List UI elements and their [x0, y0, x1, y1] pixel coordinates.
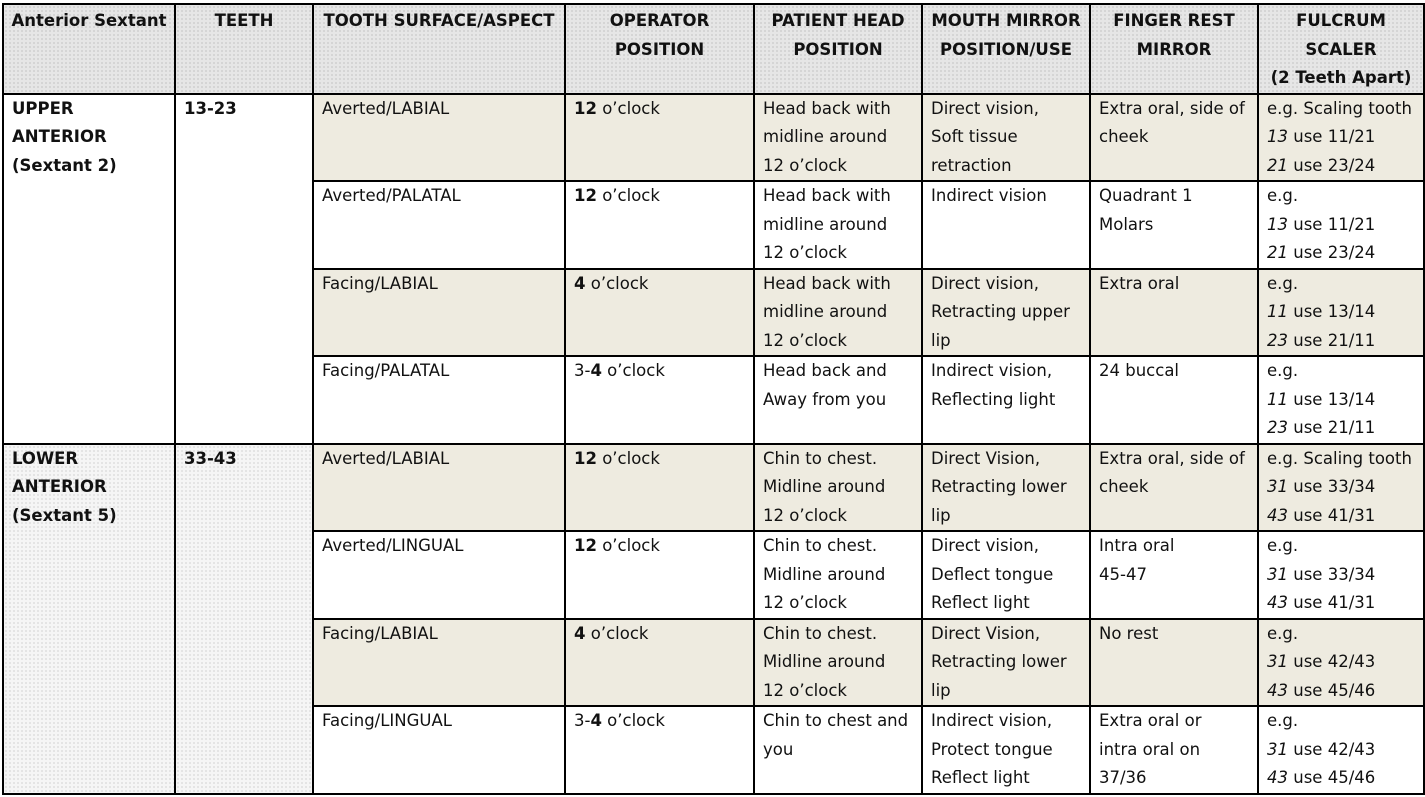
operator-position-hour: 12 — [574, 536, 597, 555]
fulcrum-use: use 11/21 — [1288, 214, 1376, 234]
patient-head-position-line: Head back with — [763, 98, 891, 118]
fulcrum-use: use 45/46 — [1288, 768, 1376, 787]
patient-head-position-line: 12 o’clock — [763, 330, 847, 350]
operator-position-suffix: o’clock — [596, 448, 660, 468]
header-text: MIRROR — [1136, 39, 1212, 59]
fulcrum-line — [1267, 764, 1423, 793]
finger-rest-line: intra oral on — [1099, 739, 1201, 759]
fulcrum-line — [1267, 648, 1423, 677]
patient-head-position-cell — [754, 94, 922, 182]
finger-rest-line: Extra oral, side of — [1099, 98, 1245, 118]
finger-rest-line: 37/36 — [1099, 768, 1147, 787]
mouth-mirror-line: lip — [931, 505, 951, 525]
patient-head-position-line: midline around — [763, 302, 888, 321]
fulcrum-line — [1267, 414, 1423, 443]
mouth-mirror-cell — [922, 531, 1090, 619]
tooth-surface-cell — [313, 181, 565, 269]
header-anterior-sextant — [3, 4, 175, 94]
header-text: (2 Teeth Apart) — [1270, 68, 1412, 87]
fulcrum-tooth: 31 — [1267, 477, 1288, 496]
finger-rest-cell — [1090, 356, 1258, 444]
patient-head-position-line: Away from you — [763, 389, 887, 409]
header-text: POSITION/USE — [940, 39, 1072, 59]
fulcrum-tooth: 23 — [1267, 418, 1288, 437]
fulcrum-tooth: 31 — [1267, 739, 1288, 759]
header-text: FINGER REST — [1113, 11, 1235, 30]
finger-rest-line: 24 buccal — [1099, 361, 1180, 380]
mouth-mirror-line: Direct vision, — [931, 98, 1039, 118]
operator-position-cell — [565, 619, 754, 707]
tooth-surface: Averted/LABIAL — [322, 448, 450, 468]
tooth-surface-cell — [313, 444, 565, 532]
fulcrum-cell — [1258, 619, 1424, 707]
mouth-mirror-line: Reflect light — [931, 593, 1030, 612]
fulcrum-line — [1267, 677, 1423, 706]
header-text: POSITION — [614, 39, 705, 59]
mouth-mirror-line: Deflect tongue — [931, 564, 1054, 584]
mouth-mirror-cell — [922, 619, 1090, 707]
fulcrum-use: use 45/46 — [1288, 680, 1376, 700]
fulcrum-line — [1267, 561, 1423, 590]
tooth-surface: Facing/PALATAL — [322, 361, 450, 380]
mouth-mirror-cell — [922, 706, 1090, 794]
finger-rest-cell — [1090, 181, 1258, 269]
sextant-name: (Sextant 2) — [12, 155, 117, 175]
finger-rest-line: cheek — [1099, 477, 1149, 496]
fulcrum-use: use 33/34 — [1288, 564, 1376, 584]
operator-position-hour: 4 — [590, 711, 602, 730]
sextant-name: ANTERIOR — [12, 477, 107, 496]
operator-position-suffix: o’clock — [596, 536, 660, 555]
header-fulcrum-scaler — [1258, 4, 1424, 94]
operator-position-suffix: o’clock — [585, 273, 649, 293]
fulcrum-use: use 11/21 — [1288, 127, 1376, 146]
mouth-mirror-line: Soft tissue — [931, 127, 1018, 146]
finger-rest-cell — [1090, 444, 1258, 532]
mouth-mirror-line: Retracting lower — [931, 477, 1067, 496]
fulcrum-use: use 23/24 — [1288, 155, 1376, 175]
fulcrum-line — [1267, 589, 1423, 618]
patient-head-position-line: Chin to chest. — [763, 623, 878, 643]
tooth-surface: Averted/LABIAL — [322, 98, 450, 118]
patient-head-position-line: 12 o’clock — [763, 680, 847, 700]
patient-head-position-line: Chin to chest. — [763, 448, 878, 468]
tooth-surface-cell — [313, 269, 565, 357]
fulcrum-use: use 42/43 — [1288, 739, 1376, 759]
operator-position-suffix: o’clock — [601, 361, 665, 380]
fulcrum-intro: e.g. — [1267, 623, 1299, 643]
finger-rest-line: cheek — [1099, 127, 1149, 146]
finger-rest-line: Molars — [1099, 214, 1154, 234]
mouth-mirror-cell — [922, 356, 1090, 444]
patient-head-position-line: Head back with — [763, 273, 891, 293]
header-text: FULCRUM — [1296, 11, 1386, 30]
finger-rest-line: No rest — [1099, 623, 1159, 643]
finger-rest-line: Extra oral — [1099, 273, 1180, 293]
fulcrum-use: use 13/14 — [1288, 302, 1376, 321]
finger-rest-cell — [1090, 269, 1258, 357]
patient-head-position-line: Head back and — [763, 361, 887, 380]
header-text: PATIENT HEAD — [771, 11, 905, 30]
operator-position-cell — [565, 269, 754, 357]
header-tooth-surface — [313, 4, 565, 94]
fulcrum-tooth: 21 — [1267, 155, 1288, 175]
sextant-name-cell — [3, 94, 175, 444]
finger-rest-line: Extra oral or — [1099, 711, 1202, 730]
mouth-mirror-line: Retracting upper — [931, 302, 1070, 321]
fulcrum-use: use 21/11 — [1288, 418, 1376, 437]
header-text: MOUTH MIRROR — [931, 11, 1081, 30]
finger-rest-cell — [1090, 531, 1258, 619]
operator-position-cell — [565, 94, 754, 182]
fulcrum-tooth: 43 — [1267, 680, 1288, 700]
sextant-name: LOWER — [12, 448, 79, 468]
patient-head-position-cell — [754, 531, 922, 619]
mouth-mirror-line: Direct Vision, — [931, 448, 1041, 468]
header-text: POSITION — [793, 39, 883, 59]
operator-position-hour: 12 — [574, 186, 597, 205]
mouth-mirror-line: Indirect vision, — [931, 361, 1053, 380]
patient-head-position-cell — [754, 444, 922, 532]
fulcrum-tooth: 11 — [1267, 389, 1288, 409]
fulcrum-cell — [1258, 531, 1424, 619]
tooth-surface: Averted/PALATAL — [322, 186, 461, 205]
operator-position-prefix: 3- — [574, 361, 591, 380]
finger-rest-cell — [1090, 619, 1258, 707]
operator-position-hour: 12 — [574, 448, 597, 468]
fulcrum-line — [1267, 327, 1423, 356]
fulcrum-tooth: 13 — [1267, 214, 1288, 234]
fulcrum-line — [1267, 211, 1423, 240]
finger-rest-cell — [1090, 706, 1258, 794]
fulcrum-line — [1267, 152, 1423, 181]
patient-head-position-cell — [754, 619, 922, 707]
patient-head-position-line: you — [763, 739, 794, 759]
patient-head-position-line: Midline around — [763, 477, 886, 496]
mouth-mirror-cell — [922, 269, 1090, 357]
header-text: TEETH — [214, 11, 274, 30]
fulcrum-cell — [1258, 706, 1424, 794]
finger-rest-line: Intra oral — [1099, 536, 1175, 555]
operator-position-hour: 4 — [574, 273, 586, 293]
fulcrum-intro: e.g. — [1267, 273, 1299, 293]
header-patient-head-position — [754, 4, 922, 94]
mouth-mirror-line: Indirect vision — [931, 186, 1047, 205]
patient-head-position-cell — [754, 706, 922, 794]
teeth-cell — [175, 444, 313, 794]
fulcrum-use: use 21/11 — [1288, 330, 1376, 350]
scaling-positions-table — [2, 3, 1425, 795]
tooth-surface-cell — [313, 619, 565, 707]
fulcrum-line — [1267, 123, 1423, 152]
sextant-name-cell — [3, 444, 175, 794]
finger-rest-line: Extra oral, side of — [1099, 448, 1245, 468]
patient-head-position-line: 12 o’clock — [763, 155, 847, 175]
fulcrum-intro: e.g. — [1267, 536, 1299, 555]
fulcrum-cell — [1258, 356, 1424, 444]
tooth-surface-cell — [313, 706, 565, 794]
patient-head-position-line: midline around — [763, 214, 888, 234]
sextant-name: ANTERIOR — [12, 127, 107, 146]
fulcrum-line — [1267, 239, 1423, 268]
operator-position-hour: 12 — [574, 98, 597, 118]
patient-head-position-cell — [754, 356, 922, 444]
patient-head-position-line: Midline around — [763, 564, 886, 584]
operator-position-cell — [565, 444, 754, 532]
fulcrum-line — [1267, 298, 1423, 327]
patient-head-position-line: Chin to chest and — [763, 711, 909, 730]
header-text: Anterior Sextant — [11, 11, 167, 30]
finger-rest-line: 45-47 — [1099, 564, 1147, 584]
fulcrum-tooth: 11 — [1267, 302, 1288, 321]
sextant-name: (Sextant 5) — [12, 505, 117, 525]
fulcrum-use: use 33/34 — [1288, 477, 1376, 496]
operator-position-cell — [565, 181, 754, 269]
fulcrum-use: use 41/31 — [1288, 593, 1376, 612]
patient-head-position-line: 12 o’clock — [763, 243, 847, 262]
mouth-mirror-line: Direct vision, — [931, 273, 1039, 293]
mouth-mirror-line: Direct vision, — [931, 536, 1039, 555]
patient-head-position-line: midline around — [763, 127, 888, 146]
tooth-surface: Facing/LABIAL — [322, 623, 438, 643]
mouth-mirror-line: Reflect light — [931, 768, 1030, 787]
header-text: TOOTH SURFACE/ASPECT — [323, 11, 555, 30]
table-row — [3, 94, 1424, 182]
fulcrum-intro: e.g. — [1267, 186, 1299, 205]
patient-head-position-line: Head back with — [763, 186, 891, 205]
header-text: SCALER — [1305, 39, 1377, 59]
fulcrum-tooth: 43 — [1267, 505, 1288, 525]
mouth-mirror-cell — [922, 94, 1090, 182]
finger-rest-line: Quadrant 1 — [1099, 186, 1193, 205]
fulcrum-tooth: 21 — [1267, 243, 1288, 262]
table-row — [3, 444, 1424, 532]
patient-head-position-line: 12 o’clock — [763, 593, 847, 612]
tooth-surface-cell — [313, 531, 565, 619]
operator-position-hour: 4 — [574, 623, 586, 643]
fulcrum-intro: e.g. — [1267, 711, 1299, 730]
operator-position-suffix: o’clock — [585, 623, 649, 643]
header-finger-rest — [1090, 4, 1258, 94]
sextant-name: UPPER — [12, 98, 74, 118]
fulcrum-tooth: 43 — [1267, 768, 1288, 787]
tooth-surface: Facing/LABIAL — [322, 273, 438, 293]
patient-head-position-cell — [754, 269, 922, 357]
fulcrum-tooth: 13 — [1267, 127, 1288, 146]
mouth-mirror-cell — [922, 181, 1090, 269]
mouth-mirror-line: Retracting lower — [931, 652, 1067, 671]
operator-position-cell — [565, 706, 754, 794]
mouth-mirror-line: Direct Vision, — [931, 623, 1041, 643]
patient-head-position-line: Chin to chest. — [763, 536, 878, 555]
fulcrum-tooth: 43 — [1267, 593, 1288, 612]
fulcrum-intro: e.g. Scaling tooth — [1267, 98, 1412, 118]
fulcrum-cell — [1258, 181, 1424, 269]
header-operator-position — [565, 4, 754, 94]
operator-position-suffix: o’clock — [596, 186, 660, 205]
fulcrum-tooth: 31 — [1267, 652, 1288, 671]
fulcrum-tooth: 31 — [1267, 564, 1288, 584]
teeth-range: 13-23 — [184, 98, 237, 118]
mouth-mirror-cell — [922, 444, 1090, 532]
tooth-surface-cell — [313, 94, 565, 182]
fulcrum-line — [1267, 386, 1423, 415]
operator-position-hour: 4 — [590, 361, 602, 380]
fulcrum-use: use 23/24 — [1288, 243, 1376, 262]
finger-rest-cell — [1090, 94, 1258, 182]
table-header — [3, 4, 1424, 94]
fulcrum-tooth: 23 — [1267, 330, 1288, 350]
header-mouth-mirror — [922, 4, 1090, 94]
teeth-range: 33-43 — [184, 448, 237, 468]
fulcrum-cell — [1258, 94, 1424, 182]
tooth-surface: Averted/LINGUAL — [322, 536, 464, 555]
mouth-mirror-line: lip — [931, 680, 951, 700]
fulcrum-cell — [1258, 269, 1424, 357]
tooth-surface: Facing/LINGUAL — [322, 711, 452, 730]
header-row — [3, 4, 1424, 94]
header-text: OPERATOR — [609, 11, 710, 30]
patient-head-position-line: Midline around — [763, 652, 886, 671]
patient-head-position-cell — [754, 181, 922, 269]
fulcrum-line — [1267, 736, 1423, 765]
fulcrum-line — [1267, 502, 1423, 531]
operator-position-suffix: o’clock — [596, 98, 660, 118]
mouth-mirror-line: retraction — [931, 155, 1012, 175]
fulcrum-cell — [1258, 444, 1424, 532]
fulcrum-intro: e.g. Scaling tooth — [1267, 448, 1412, 468]
teeth-cell — [175, 94, 313, 444]
mouth-mirror-line: Reflecting light — [931, 389, 1056, 409]
operator-position-prefix: 3- — [574, 711, 591, 730]
patient-head-position-line: 12 o’clock — [763, 505, 847, 525]
fulcrum-use: use 41/31 — [1288, 505, 1376, 525]
mouth-mirror-line: Indirect vision, — [931, 711, 1053, 730]
operator-position-cell — [565, 356, 754, 444]
fulcrum-use: use 42/43 — [1288, 652, 1376, 671]
table-body — [3, 94, 1424, 794]
fulcrum-intro: e.g. — [1267, 361, 1299, 380]
fulcrum-use: use 13/14 — [1288, 389, 1376, 409]
operator-position-cell — [565, 531, 754, 619]
header-teeth — [175, 4, 313, 94]
fulcrum-line — [1267, 473, 1423, 502]
mouth-mirror-line: lip — [931, 330, 951, 350]
operator-position-suffix: o’clock — [601, 711, 665, 730]
mouth-mirror-line: Protect tongue — [931, 739, 1053, 759]
tooth-surface-cell — [313, 356, 565, 444]
